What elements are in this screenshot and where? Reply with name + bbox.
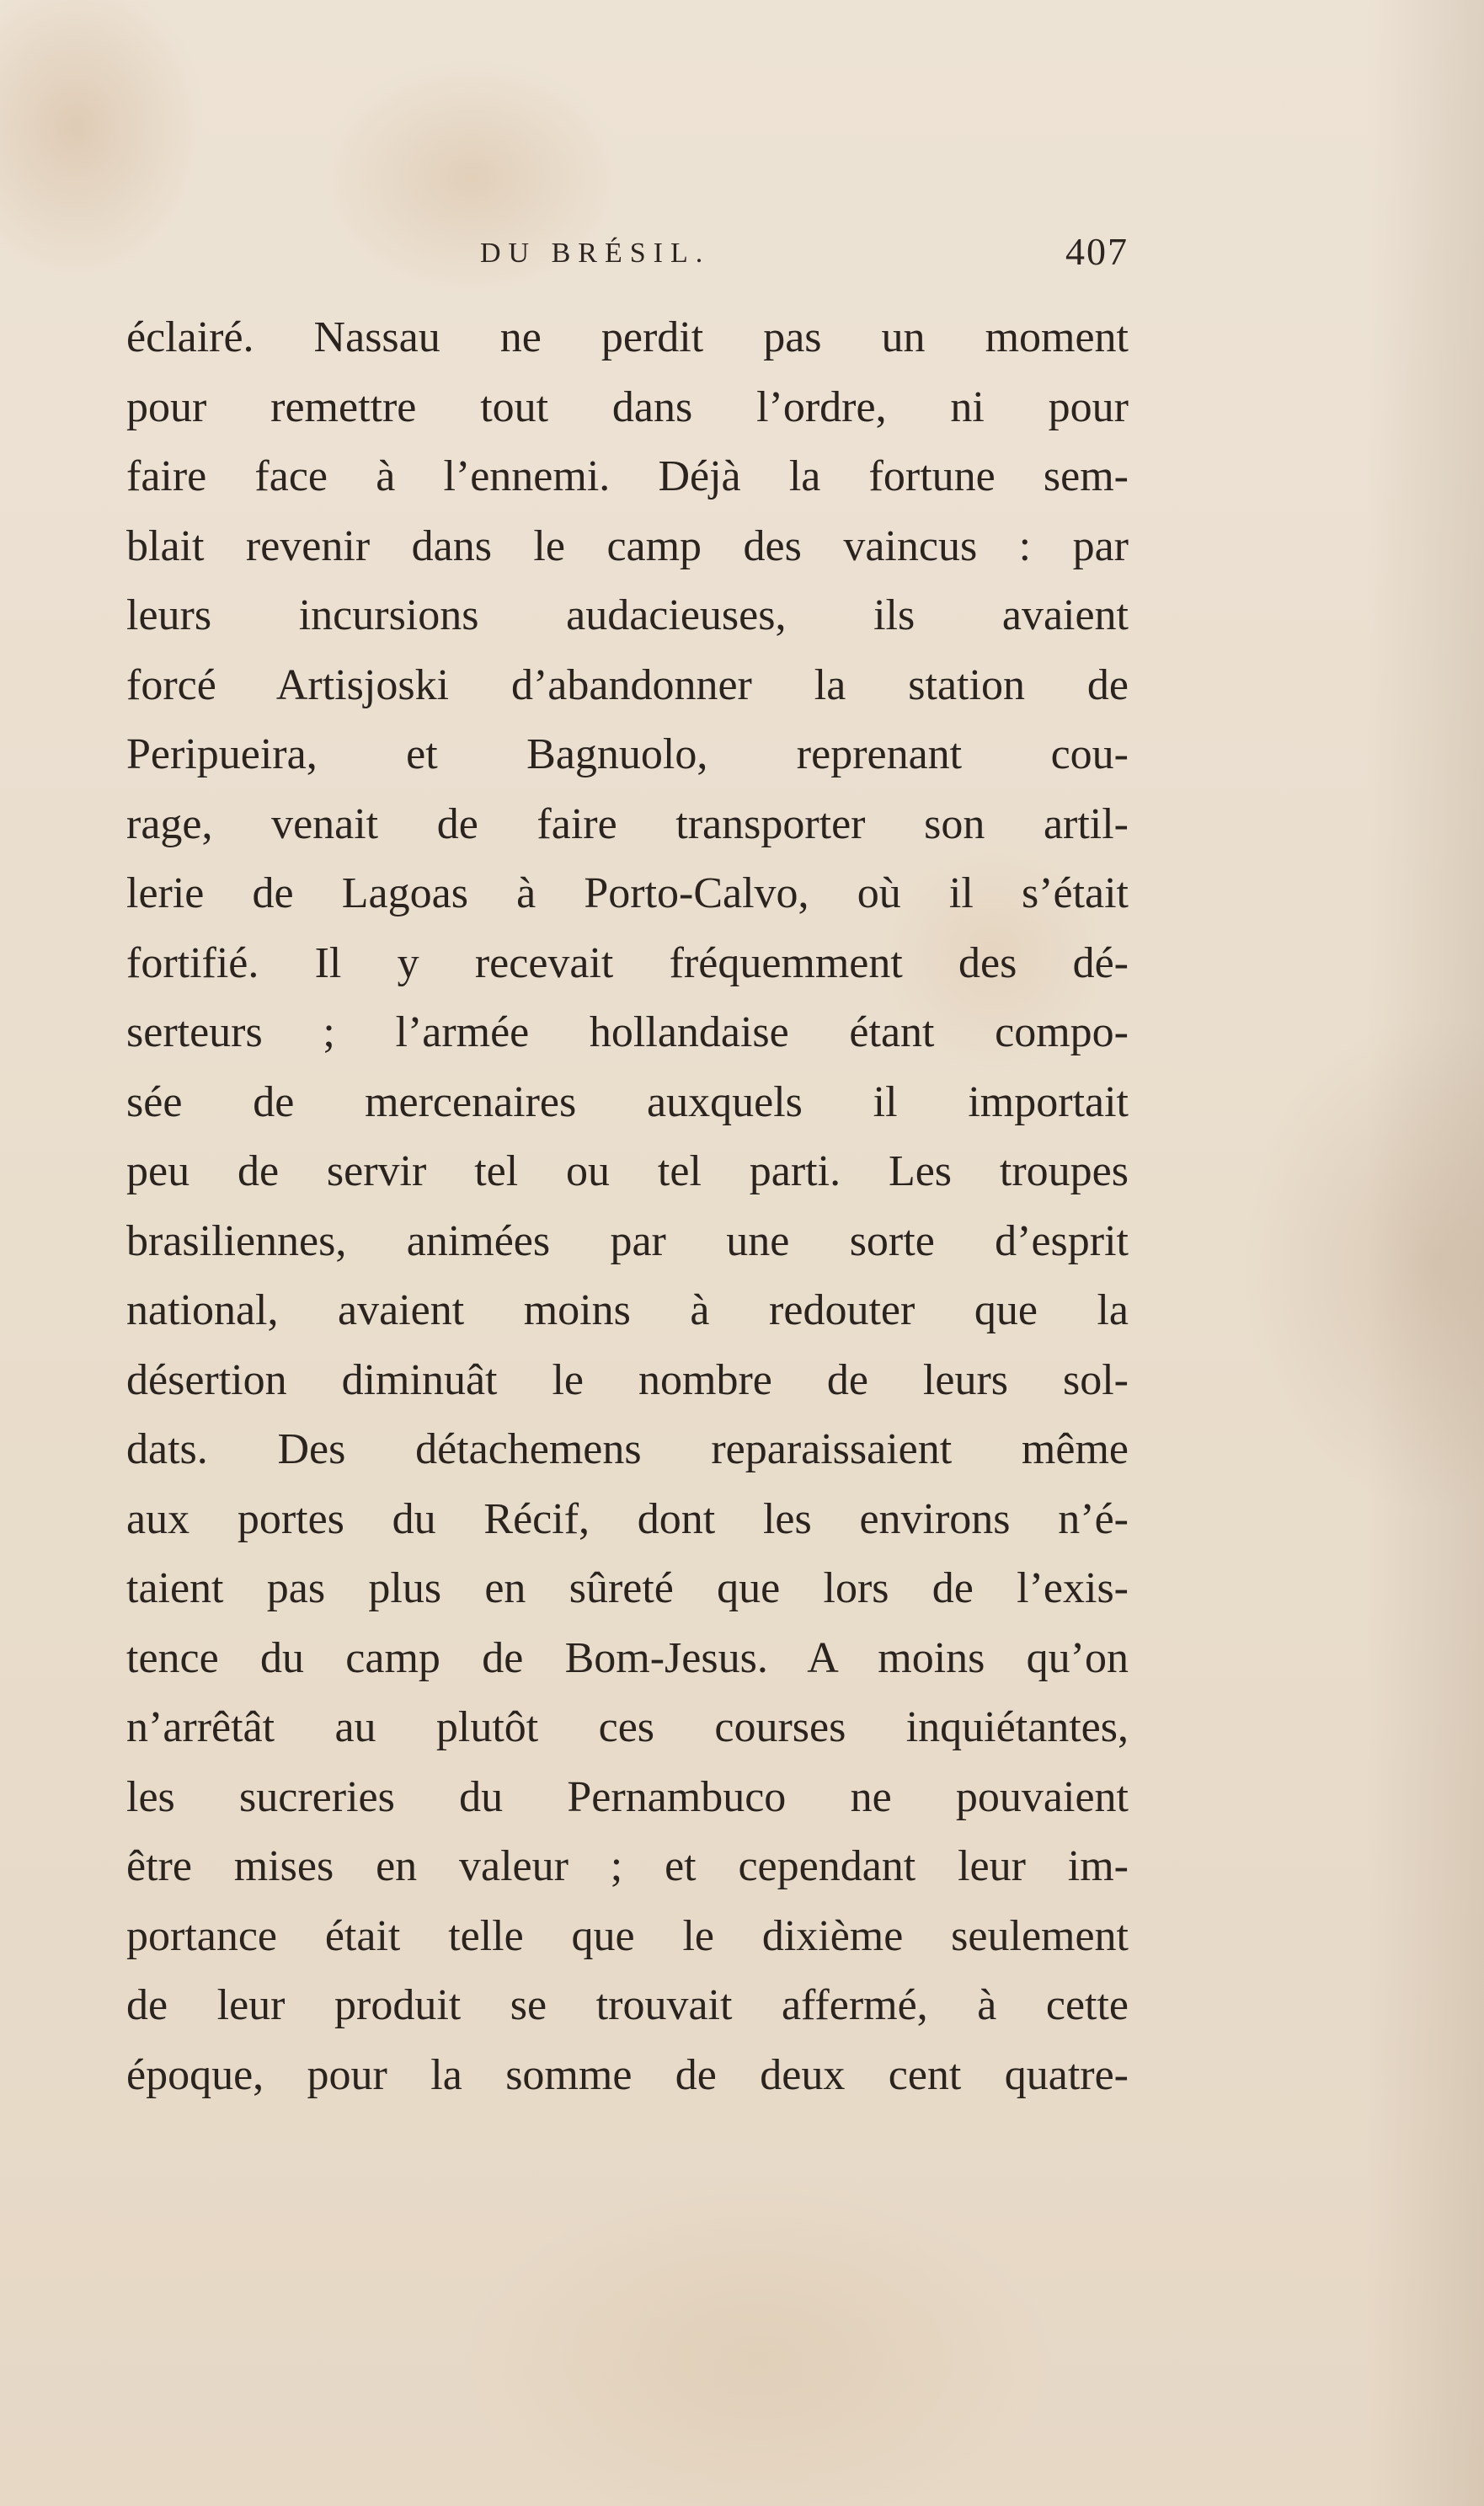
text-line: fortifié. Il y recevait fréquemment des dé- (126, 938, 1129, 987)
page-number: 407 (1065, 230, 1129, 273)
text-line: pour remettre tout dans l’ordre, ni pour (126, 382, 1129, 431)
text-line: tence du camp de Bom-Jesus. A moins qu’on (126, 1633, 1129, 1682)
text-line: portance était telle que le dixième seulement (126, 1911, 1129, 1960)
text-line: aux portes du Récif, dont les environs n’é- (126, 1494, 1129, 1543)
page-edge-shadow (1366, 0, 1484, 2506)
text-line: n’arrêtât au plutôt ces courses inquiétantes, (126, 1703, 1129, 1751)
text-line: forcé Artisjoski d’abandonner la station de (126, 660, 1129, 709)
text-line: leurs incursions audacieuses, ils avaient (126, 591, 1129, 639)
text-line: national, avaient moins à redouter que la (126, 1286, 1129, 1334)
text-line: désertion diminuât le nombre de leurs sol- (126, 1355, 1129, 1404)
text-line: peu de servir tel ou tel parti. Les troupes (126, 1147, 1129, 1195)
text-line: blait revenir dans le camp des vaincus : par (126, 521, 1129, 570)
running-head: DU BRÉSIL. (480, 238, 711, 269)
text-line: brasiliennes, animées par une sorte d’esprit (126, 1216, 1129, 1265)
text-line: faire face à l’ennemi. Déjà la fortune sem- (126, 452, 1129, 500)
text-line: rage, venait de faire transporter son artil- (126, 799, 1129, 848)
text-line: taient pas plus en sûreté que lors de l’exis- (126, 1564, 1129, 1612)
text-line: éclairé. Nassau ne perdit pas un moment (126, 313, 1129, 361)
text-line: dats. Des détachemens reparaissaient même (126, 1425, 1129, 1473)
text-line: de leur produit se trouvait affermé, à cette (126, 1981, 1129, 2029)
text-line: être mises en valeur ; et cependant leur im- (126, 1842, 1129, 1890)
text-line: époque, pour la somme de deux cent quatre- (126, 2050, 1129, 2099)
page-header (126, 229, 1129, 288)
text-line: lerie de Lagoas à Porto-Calvo, où il s’était (126, 869, 1129, 917)
body-text (126, 303, 1129, 2110)
text-line: Peripueira, et Bagnuolo, reprenant cou- (126, 730, 1129, 778)
text-line: les sucreries du Pernambuco ne pouvaient (126, 1772, 1129, 1821)
text-line: serteurs ; l’armée hollandaise étant compo- (126, 1008, 1129, 1056)
text-line: sée de mercenaires auxquels il importait (126, 1077, 1129, 1126)
